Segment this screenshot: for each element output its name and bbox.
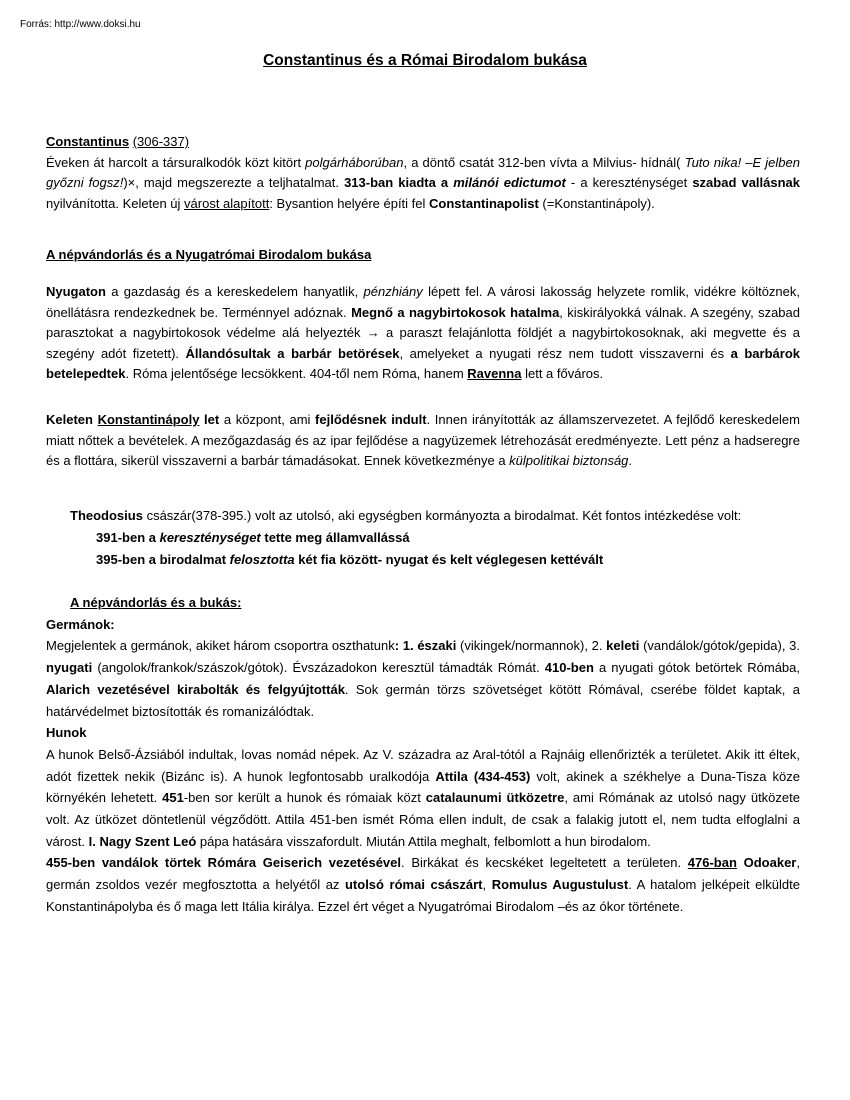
text-run: a paraszt felajánlotta földjét a nagybirtokosoknak, aki megvette és a szegény adót fizetett).: [46, 325, 800, 361]
text-run: -ben sor került a hunok és rómaiak közt: [183, 790, 426, 806]
text-run: . Birkákat és kecskéket legeltetett a területen.: [401, 855, 688, 871]
text-run: a központ, ami: [219, 412, 316, 427]
text-run: , amelyeket a nyugati rész nem tudott visszaverni és: [399, 345, 731, 361]
text-run: ,: [482, 877, 492, 893]
text-run: Attila (434-453): [435, 768, 531, 784]
text-run: várost alapított: [184, 195, 270, 211]
constantinus-heading: [46, 132, 800, 153]
hunok-heading: Hunok: [46, 725, 87, 741]
text-run: 313-ban kiadta a: [344, 175, 454, 190]
text-run: , ami Rómának az utolsó nagy ütközete volt. Az ütközet döntetlenül végződött. Attila 451-ben ismét Róma ellen indult, de csak a falakig jutott el, nem tudta elfoglalni a várost.: [46, 790, 800, 849]
text-run: a barbárok betelepedtek: [46, 345, 800, 381]
germanok-heading: Germánok:: [46, 616, 115, 632]
section-constantinus: [46, 132, 800, 214]
text-run: pápa hatására visszafordult. Miután Attila meghalt, felbomlott a hun birodalom.: [196, 833, 651, 849]
text-run: tette meg államvallássá: [260, 530, 410, 545]
text-run: Éveken át harcolt a társuralkodók közt kitört: [46, 154, 306, 170]
text-run: Tuto nika! –E jelben győzni fogsz!: [46, 154, 800, 190]
text-run: szabad vallásnak: [692, 175, 801, 190]
text-run: . Sok germán törzs szövetséget kötött Rómával, cserébe földet kaptak, a határvédelmet biztosították és romanizálódtak.: [46, 681, 800, 719]
text-run: , germán zsoldos vezér megfosztotta a helyétől az: [46, 855, 800, 893]
text-run: : 1. északi: [394, 638, 457, 654]
text-run: [737, 855, 744, 870]
text-run: Megnő a nagybirtokosok hatalma: [351, 304, 560, 320]
text-run: 455-ben vandálok törtek Rómára Geiserich vezetésével: [46, 855, 402, 871]
hunok-paragraph: [46, 744, 800, 853]
text-run: - a kereszténységet: [565, 175, 693, 190]
text-run: (=Konstantinápoly).: [538, 195, 655, 211]
text-run: Állandósultak a barbár betörések: [185, 345, 400, 361]
germanok-paragraph: [46, 635, 800, 722]
section-bukas: [46, 592, 800, 918]
text-run: Nyugaton: [46, 284, 106, 299]
constantinus-paragraph: [46, 153, 800, 215]
text-run: két fia között- nyugat és kelt véglegesen kettévált: [294, 552, 604, 567]
paragraph-theodosius: [46, 505, 800, 571]
page-title: Constantinus és a Római Birodalom bukása: [263, 52, 587, 69]
text-run: . Róma jelentősége lecsökkent. 404-től nem Róma, hanem: [125, 366, 468, 381]
text-run: felosztotta: [229, 552, 295, 567]
text-run: nyilvánította. Keleten új: [46, 195, 185, 211]
text-run: pénzhiány: [363, 284, 423, 299]
text-run: 410-ben: [544, 660, 594, 676]
text-run: (angolok/frankok/szászok/gótok). Évszázadokon keresztül támadták Rómát.: [92, 660, 545, 676]
text-run: külpolitikai biztonság: [509, 453, 629, 468]
bukas-heading: A népvándorlás és a bukás:: [70, 595, 242, 610]
text-run: (vandálok/gótok/gepida), 3.: [639, 638, 800, 654]
text-run: utolsó római császárt: [344, 877, 483, 893]
arrow-right-icon: →: [366, 325, 380, 340]
text-run: , a döntő csatát 312-ben vívta a Milvius- hídnál(: [403, 154, 685, 170]
text-run: let: [199, 412, 220, 427]
source-line: Forrás: http://www.doksi.hu: [20, 19, 141, 30]
text-run: nyugati: [46, 660, 93, 676]
constantinus-name: Constantinus: [46, 134, 130, 149]
text-run: 476-ban: [687, 855, 737, 871]
text-run: Megjelentek a germánok, akiket három csoportra oszthatunk: [46, 638, 395, 654]
text-run: volt, akinek a székhelye a Duna-Tisza köze környékén lehetett.: [46, 768, 800, 806]
text-run: Konstantinápoly: [97, 412, 200, 427]
text-run: lett a főváros.: [521, 366, 604, 381]
section-heading-nyugatromai: [46, 245, 800, 266]
text-run: polgárháborúban: [305, 154, 404, 170]
text-run: I. Nagy Szent Leó: [88, 833, 197, 849]
text-run: Keleten: [46, 412, 98, 427]
text-run: . A hatalom jelképeit elküldte Konstantinápolyba és ő maga lett Itália királya. Ezzel ért véget a Nyugatrómai Birodalom –és az ókor története.: [46, 877, 800, 914]
text-run: (vikingek/normannok), 2.: [456, 638, 607, 654]
text-run: catalaunumi ütközetre: [425, 790, 565, 806]
text-run: milánói edictumot: [453, 175, 566, 190]
text-run: kereszténységet: [159, 530, 261, 545]
text-run: : Bysantion helyére építi fel: [269, 195, 430, 211]
text-run: . Innen irányították az államszervezetet. A fejlődő kereskedelem miatt nőttek a bevételek. A mezőgazdaság és az ipar fejlődése a nagyüzemek létrehozását eredményezte. Lett pénz a hadseregre és a flottára, sikerül visszaverni a barbár támadásokat. Ennek következménye a: [46, 412, 800, 468]
text-run: A hunok Belső-Ázsiából indultak, lovas nomád népek. Az V. századra az Aral-tótól a Rajnáig ellenőrizték a területet. Akik itt éltek, adót fizettek nekik (Bizánc is). A hunok legfontosabb uralkodója: [46, 746, 800, 784]
nyugatromai-heading: A népvándorlás és a Nyugatrómai Birodalom bukása: [46, 247, 372, 262]
text-run: császár(378-395.) volt az utolsó, aki egységben kormányozta a birodalmat. Két fontos intézkedése volt:: [142, 508, 742, 523]
text-run: a nyugati gótok betörtek Rómába,: [593, 660, 801, 676]
vandalok-paragraph: [46, 852, 800, 917]
text-run: .: [628, 453, 633, 468]
text-run: 451: [162, 790, 184, 806]
text-run: , kiskirályokká válnak. A szegény, szabad parasztokat a nagybirtokosok védelme alá helyezték: [46, 304, 800, 340]
text-run: 395-ben a birodalmat: [96, 552, 230, 567]
text-run: lépett fel. A városi lakosság helyzete romlik, vidékre költöznek, önellátásra rendezkednek be. Terménnyel adóznak.: [46, 284, 801, 320]
text-run: 391-ben a: [96, 530, 160, 545]
paragraph-keleten: [46, 410, 800, 472]
paragraph-nyugaton: [46, 282, 800, 385]
text-run: )×, majd megszerezte a teljhatalmat.: [123, 175, 345, 190]
list-item: [46, 549, 800, 571]
text-run: Alarich vezetésével kirabolták és felgyújtották: [46, 681, 345, 697]
text-run: a gazdaság és a kereskedelem hanyatlik,: [105, 284, 364, 299]
text-run: Theodosius: [70, 508, 143, 523]
text-run: keleti: [606, 638, 640, 654]
list-item: [46, 527, 800, 549]
constantinus-dates: (306-337): [132, 134, 190, 149]
text-run: Odoaker: [743, 855, 797, 871]
text-run: fejlődésnek indult: [315, 412, 427, 427]
text-run: Constantinapolist: [429, 195, 539, 211]
text-run: Ravenna: [467, 366, 522, 381]
text-run: Romulus Augustulust: [491, 877, 629, 893]
